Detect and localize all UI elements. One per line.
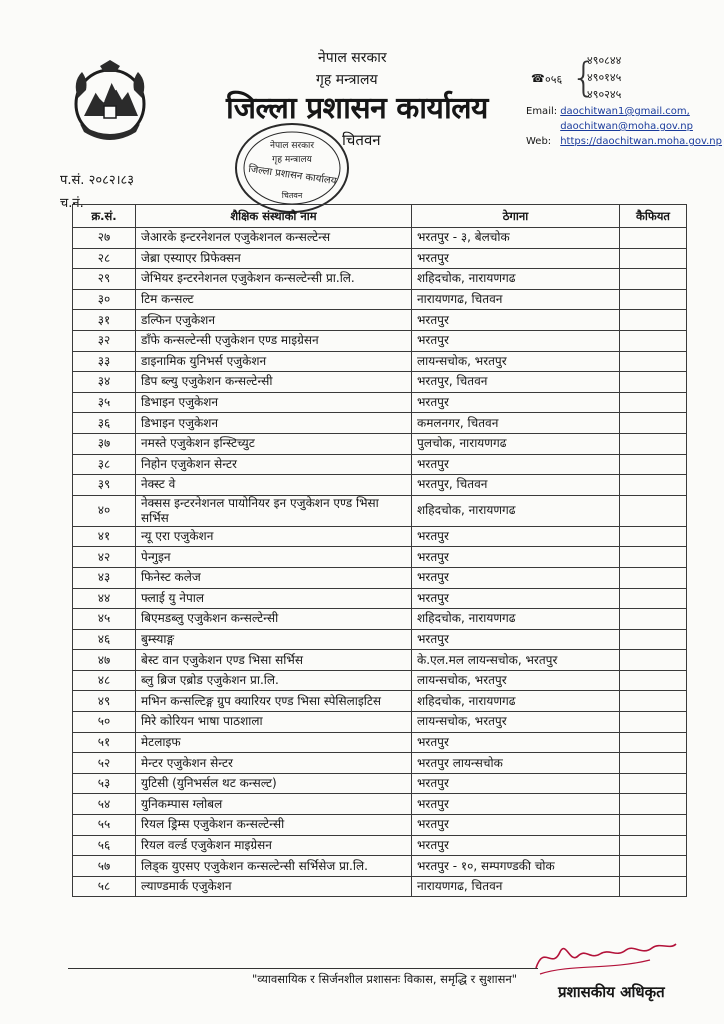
stamp-line-2: गृह मन्त्रालय xyxy=(272,155,312,165)
cell-institution-name: नेक्स्ट वे xyxy=(136,475,412,496)
cell-sn: ५१ xyxy=(73,732,136,753)
cell-institution-name: न्यू एरा एजुकेशन xyxy=(136,526,412,547)
cell-sn: ४४ xyxy=(73,588,136,609)
cell-sn: ५७ xyxy=(73,856,136,877)
table-row xyxy=(73,526,687,547)
cell-sn: ३३ xyxy=(73,351,136,372)
cell-address: भरतपुर xyxy=(412,330,620,351)
cell-institution-name: मिरे कोरियन भाषा पाठशाला xyxy=(136,712,412,733)
cell-remarks xyxy=(620,670,687,691)
cell-institution-name: बुम्स्याङ्ग xyxy=(136,629,412,650)
cell-remarks xyxy=(620,475,687,496)
cell-remarks xyxy=(620,269,687,290)
cell-institution-name: ब्लु ब्रिज एब्रोड एजुकेशन प्रा.लि. xyxy=(136,670,412,691)
cell-sn: ३० xyxy=(73,289,136,310)
table-row xyxy=(73,629,687,650)
cell-address: शहिदचोक, नारायणगढ xyxy=(412,495,620,526)
table-row xyxy=(73,712,687,733)
cell-institution-name: जेभियर इन्टरनेशनल एजुकेशन कन्सल्टेन्सी प्रा.लि. xyxy=(136,269,412,290)
cell-remarks xyxy=(620,433,687,454)
table-row xyxy=(73,670,687,691)
cell-institution-name: डिप ब्ल्यु एजुकेशन कन्सल्टेन्सी xyxy=(136,372,412,393)
cell-address: भरतपुर - १०, सम्पगण्डकी चोक xyxy=(412,856,620,877)
cell-sn: ५० xyxy=(73,712,136,733)
col-header-address: ठेगाना xyxy=(412,205,620,228)
cell-remarks xyxy=(620,835,687,856)
phone-number: ४९०८४४ xyxy=(587,54,622,67)
cell-address: नारायणगढ, चितवन xyxy=(412,876,620,897)
cell-address: भरतपुर लायन्सचोक xyxy=(412,753,620,774)
cell-sn: ५३ xyxy=(73,773,136,794)
office-seal-stamp xyxy=(232,120,352,215)
cell-sn: ५६ xyxy=(73,835,136,856)
office-title: जिल्ला प्रशासन कार्यालय xyxy=(226,91,488,126)
cell-address: भरतपुर xyxy=(412,835,620,856)
cell-remarks xyxy=(620,629,687,650)
cell-address: भरतपुर xyxy=(412,588,620,609)
cell-address: भरतपुर xyxy=(412,454,620,475)
table-row xyxy=(73,495,687,526)
table-row xyxy=(73,547,687,568)
table-row xyxy=(73,413,687,434)
cell-remarks xyxy=(620,310,687,331)
cell-institution-name: डल्फिन एजुकेशन xyxy=(136,310,412,331)
table-header-row xyxy=(73,205,687,228)
cell-sn: ३१ xyxy=(73,310,136,331)
cell-sn: ४० xyxy=(73,495,136,526)
signatory-title: प्रशासकीय अधिकृत xyxy=(558,983,665,1001)
cell-remarks xyxy=(620,609,687,630)
col-header-remarks: कैफियत xyxy=(620,205,687,228)
cell-sn: ५५ xyxy=(73,815,136,836)
table-row xyxy=(73,433,687,454)
table-row xyxy=(73,330,687,351)
table-row xyxy=(73,269,687,290)
cell-sn: ३९ xyxy=(73,475,136,496)
cell-sn: ४५ xyxy=(73,609,136,630)
cell-sn: ३५ xyxy=(73,392,136,413)
email-label: Email: xyxy=(526,106,558,117)
cell-remarks xyxy=(620,753,687,774)
website-link[interactable]: https://daochitwan.moha.gov.np xyxy=(560,136,722,147)
cell-remarks xyxy=(620,248,687,269)
cell-remarks xyxy=(620,547,687,568)
cell-sn: ३४ xyxy=(73,372,136,393)
cell-institution-name: बेस्ट वान एजुकेशन एण्ड भिसा सर्भिस xyxy=(136,650,412,671)
stamp-line-1: नेपाल सरकार xyxy=(269,141,315,151)
cell-address: भरतपुर xyxy=(412,773,620,794)
cell-sn: ५४ xyxy=(73,794,136,815)
cell-remarks xyxy=(620,289,687,310)
table-row xyxy=(73,392,687,413)
phone-number: ४९०२४५ xyxy=(587,88,622,101)
cell-address: नारायणगढ, चितवन xyxy=(412,289,620,310)
cell-remarks xyxy=(620,413,687,434)
cell-remarks xyxy=(620,330,687,351)
cell-sn: ३६ xyxy=(73,413,136,434)
table-row xyxy=(73,475,687,496)
district-name: चितवन xyxy=(342,131,381,149)
table-row xyxy=(73,876,687,897)
table-row xyxy=(73,794,687,815)
cell-institution-name: डाँफे कन्सल्टेन्सी एजुकेशन एण्ड माइग्रेसन xyxy=(136,330,412,351)
cell-address: भरतपुर - ३, बेलचोक xyxy=(412,228,620,249)
cell-sn: ४८ xyxy=(73,670,136,691)
stamp-line-4: चितवन xyxy=(281,191,303,200)
cell-sn: ५८ xyxy=(73,876,136,897)
office-motto: "व्यावसायिक र सिर्जनशील प्रशासनः विकास, समृद्धि र सुशासन" xyxy=(252,972,518,986)
table-row xyxy=(73,248,687,269)
table-row xyxy=(73,835,687,856)
cell-address: भरतपुर xyxy=(412,310,620,331)
cell-address: भरतपुर, चितवन xyxy=(412,372,620,393)
cell-institution-name: निहोन एजुकेशन सेन्टर xyxy=(136,454,412,475)
cell-address: भरतपुर xyxy=(412,248,620,269)
cell-sn: ४६ xyxy=(73,629,136,650)
cell-remarks xyxy=(620,588,687,609)
table-row xyxy=(73,609,687,630)
table-row xyxy=(73,372,687,393)
cell-address: के.एल.मल लायन्सचोक, भरतपुर xyxy=(412,650,620,671)
cell-institution-name: युनिकम्पास ग्लोबल xyxy=(136,794,412,815)
cell-sn: २७ xyxy=(73,228,136,249)
cell-remarks xyxy=(620,815,687,836)
table-row xyxy=(73,773,687,794)
cell-sn: ४७ xyxy=(73,650,136,671)
cell-address: भरतपुर, चितवन xyxy=(412,475,620,496)
cell-sn: ३७ xyxy=(73,433,136,454)
phone-area-code: ०५६ xyxy=(545,73,563,86)
cell-institution-name: जेआरके इन्टरनेशनल एजुकेशनल कन्सल्टेन्स xyxy=(136,228,412,249)
cell-remarks xyxy=(620,691,687,712)
cell-address: भरतपुर xyxy=(412,567,620,588)
cell-remarks xyxy=(620,372,687,393)
cell-remarks xyxy=(620,526,687,547)
col-header-name: शैक्षिक संस्थाको नाम xyxy=(136,205,412,228)
telephone-icon: ☎ xyxy=(531,72,545,85)
cell-address: भरतपुर xyxy=(412,732,620,753)
cell-institution-name: मेन्टर एजुकेशन सेन्टर xyxy=(136,753,412,774)
cell-institution-name: डाइनामिक युनिभर्स एजुकेशन xyxy=(136,351,412,372)
cell-remarks xyxy=(620,454,687,475)
cell-address: भरतपुर xyxy=(412,526,620,547)
cell-address: कमलनगर, चितवन xyxy=(412,413,620,434)
cell-sn: ३८ xyxy=(73,454,136,475)
cell-sn: ५२ xyxy=(73,753,136,774)
phone-number: ४९०१४५ xyxy=(587,71,622,84)
cell-address: शहिदचोक, नारायणगढ xyxy=(412,691,620,712)
cell-address: लायन्सचोक, भरतपुर xyxy=(412,351,620,372)
cell-remarks xyxy=(620,392,687,413)
cell-address: भरतपुर xyxy=(412,629,620,650)
cell-institution-name: ल्याण्डमार्क एजुकेशन xyxy=(136,876,412,897)
web-label: Web: xyxy=(526,136,552,147)
cell-remarks xyxy=(620,351,687,372)
table-row xyxy=(73,454,687,475)
cell-institution-name: टिम कन्सल्ट xyxy=(136,289,412,310)
table-row xyxy=(73,310,687,331)
cell-sn: ४२ xyxy=(73,547,136,568)
footer-divider xyxy=(68,968,538,969)
cell-address: पुलचोक, नारायणगढ xyxy=(412,433,620,454)
cell-remarks xyxy=(620,876,687,897)
cell-address: शहिदचोक, नारायणगढ xyxy=(412,269,620,290)
cell-remarks xyxy=(620,650,687,671)
email-link-1[interactable]: daochitwan1@gmail.com, xyxy=(560,106,690,117)
cell-remarks xyxy=(620,856,687,877)
cell-address: भरतपुर xyxy=(412,815,620,836)
cell-institution-name: मेटलाइफ xyxy=(136,732,412,753)
cell-remarks xyxy=(620,228,687,249)
cell-institution-name: डिभाइन एजुकेशन xyxy=(136,413,412,434)
cell-address: लायन्सचोक, भरतपुर xyxy=(412,670,620,691)
cell-sn: ४३ xyxy=(73,567,136,588)
cell-institution-name: नेक्सस इन्टरनेशनल पायोनियर इन एजुकेशन एण्ड भिसा सर्भिस xyxy=(136,495,412,526)
cell-sn: २९ xyxy=(73,269,136,290)
cell-institution-name: बिएमडब्लु एजुकेशन कन्सल्टेन्सी xyxy=(136,609,412,630)
cell-remarks xyxy=(620,567,687,588)
table-row xyxy=(73,650,687,671)
handwritten-signature xyxy=(530,930,680,980)
cell-sn: ३२ xyxy=(73,330,136,351)
email-link-2[interactable]: daochitwan@moha.gov.np xyxy=(560,121,693,132)
table-row xyxy=(73,732,687,753)
cell-remarks xyxy=(620,794,687,815)
cell-institution-name: लिड्क युएसए एजुकेशन कन्सल्टेन्सी सर्भिसेज प्रा.लि. xyxy=(136,856,412,877)
table-row xyxy=(73,856,687,877)
col-header-sn: क्र.सं. xyxy=(73,205,136,228)
cell-remarks xyxy=(620,773,687,794)
cell-remarks xyxy=(620,712,687,733)
table-row xyxy=(73,588,687,609)
nepal-government-emblem xyxy=(66,58,154,146)
cell-sn: ४१ xyxy=(73,526,136,547)
fiscal-year: प.सं. २०८२।८३ xyxy=(60,173,135,188)
cell-sn: २८ xyxy=(73,248,136,269)
table-row xyxy=(73,567,687,588)
table-row xyxy=(73,351,687,372)
cell-institution-name: युटिसी (युनिभर्सल थट कन्सल्ट) xyxy=(136,773,412,794)
cell-institution-name: फिनेस्ट कलेज xyxy=(136,567,412,588)
cell-remarks xyxy=(620,495,687,526)
brace-icon: { xyxy=(571,55,597,101)
cell-institution-name: नमस्ते एजुकेशन इन्स्टिच्युट xyxy=(136,433,412,454)
cell-address: भरतपुर xyxy=(412,547,620,568)
cell-institution-name: रियल वर्ल्ड एजुकेशन माइग्रेसन xyxy=(136,835,412,856)
cell-sn: ४९ xyxy=(73,691,136,712)
cell-institution-name: फ्लाई यु नेपाल xyxy=(136,588,412,609)
cell-remarks xyxy=(620,732,687,753)
table-row xyxy=(73,753,687,774)
institution-table xyxy=(72,204,687,897)
table-row xyxy=(73,289,687,310)
cell-address: भरतपुर xyxy=(412,794,620,815)
table-row xyxy=(73,815,687,836)
cell-institution-name: रियल ड्रिम्स एजुकेशन कन्सल्टेन्सी xyxy=(136,815,412,836)
ministry-name: गृह मन्त्रालय xyxy=(316,72,378,88)
reference-number: च.नं. xyxy=(60,196,84,211)
cell-address: लायन्सचोक, भरतपुर xyxy=(412,712,620,733)
cell-address: भरतपुर xyxy=(412,392,620,413)
stamp-line-3: जिल्ला प्रशासन कार्यालय xyxy=(247,163,338,188)
government-name: नेपाल सरकार xyxy=(318,50,387,66)
cell-institution-name: पेन्गुइन xyxy=(136,547,412,568)
table-row xyxy=(73,228,687,249)
cell-institution-name: डिभाइन एजुकेशन xyxy=(136,392,412,413)
cell-institution-name: जेब्रा एस्याएर प्रिफेक्सन xyxy=(136,248,412,269)
contact-block xyxy=(526,104,722,149)
cell-institution-name: मभिन कन्सल्टिङ्ग ग्रुप क्यारियर एण्ड भिसा स्पेसिलाइटिस xyxy=(136,691,412,712)
table-row xyxy=(73,691,687,712)
cell-address: शहिदचोक, नारायणगढ xyxy=(412,609,620,630)
